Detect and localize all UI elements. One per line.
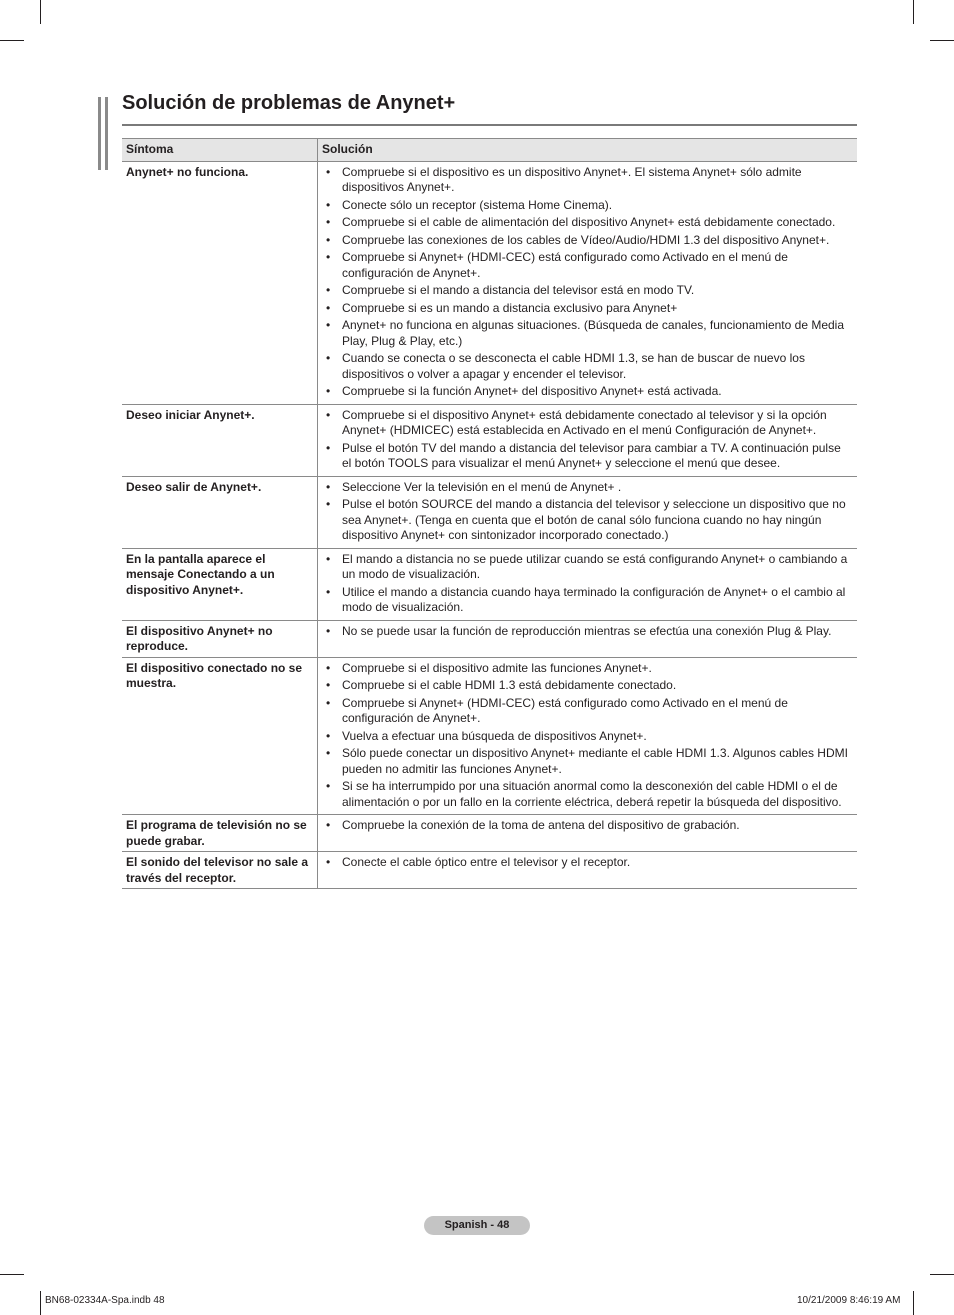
title-divider — [122, 124, 857, 126]
crop-mark — [930, 40, 954, 41]
symptom-cell: El dispositivo Anynet+ no reproduce. — [122, 620, 318, 657]
list-item: • Compruebe si el dispositivo Anynet+ está debidamente conectado al televisor y si la opción Anynet+ (HDMICEC) está establecida en Activado en el menú Configuración de Anynet+. — [326, 408, 853, 439]
title-accent-bar — [98, 97, 108, 170]
symptom-cell: El dispositivo conectado no se muestra. — [122, 657, 318, 815]
footer-file-info: BN68-02334A-Spa.indb 48 — [45, 1295, 165, 1306]
solution-list — [326, 552, 853, 616]
page-number: Spanish - 48 — [424, 1216, 530, 1235]
troubleshooting-table — [122, 138, 857, 889]
symptom-cell: El sonido del televisor no sale a través del receptor. — [122, 852, 318, 889]
symptom-cell: Deseo iniciar Anynet+. — [122, 404, 318, 476]
list-item: • Compruebe si el cable HDMI 1.3 está debidamente conectado. — [326, 678, 853, 694]
table-body — [122, 161, 857, 889]
symptom-cell: Deseo salir de Anynet+. — [122, 476, 318, 548]
solution-list — [326, 818, 853, 834]
solution-cell — [318, 852, 858, 889]
header-symptom: Síntoma — [122, 139, 318, 162]
header-solution: Solución — [318, 139, 858, 162]
list-item: • Compruebe si es un mando a distancia exclusivo para Anynet+ — [326, 301, 853, 317]
symptom-cell: En la pantalla aparece el mensaje Conectando a un dispositivo Anynet+. — [122, 548, 318, 620]
solution-cell — [318, 548, 858, 620]
crop-mark — [40, 0, 41, 24]
list-item: • Pulse el botón SOURCE del mando a distancia del televisor y seleccione un dispositivo que no sea Anynet+. (Tenga en cuenta que el botón de canal sólo funciona cuando no hay ningún dispositivo Anynet+ con sintonizador incorporado conectado.) — [326, 497, 853, 544]
crop-mark — [40, 1291, 41, 1315]
list-item: • Compruebe si la función Anynet+ del dispositivo Anynet+ está activada. — [326, 384, 853, 400]
table-row — [122, 620, 857, 657]
footer-timestamp: 10/21/2009 8:46:19 AM — [797, 1295, 901, 1306]
solution-cell — [318, 620, 858, 657]
crop-mark — [0, 40, 24, 41]
table-row — [122, 161, 857, 404]
solution-list — [326, 624, 853, 640]
list-item: • Conecte sólo un receptor (sistema Home Cinema). — [326, 198, 853, 214]
solution-list — [326, 661, 853, 811]
table-row — [122, 852, 857, 889]
table-header-row — [122, 139, 857, 162]
table-row — [122, 404, 857, 476]
table-row — [122, 657, 857, 815]
solution-list — [326, 480, 853, 544]
solution-cell — [318, 657, 858, 815]
solution-list — [326, 408, 853, 472]
list-item: • Compruebe si el cable de alimentación del dispositivo Anynet+ está debidamente conectado. — [326, 215, 853, 231]
list-item: • Anynet+ no funciona en algunas situaciones. (Búsqueda de canales, funcionamiento de Media Play, Plug & Play, etc.) — [326, 318, 853, 349]
list-item: • Compruebe si Anynet+ (HDMI-CEC) está configurado como Activado en el menú de configuración de Anynet+. — [326, 250, 853, 281]
list-item: • Vuelva a efectuar una búsqueda de dispositivos Anynet+. — [326, 729, 853, 745]
list-item: • Cuando se conecta o se desconecta el cable HDMI 1.3, se han de buscar de nuevo los dispositivos o volver a apagar y encender el televisor. — [326, 351, 853, 382]
list-item: • Compruebe si el mando a distancia del televisor está en modo TV. — [326, 283, 853, 299]
symptom-cell: El programa de televisión no se puede grabar. — [122, 815, 318, 852]
table-row — [122, 548, 857, 620]
list-item: • Compruebe la conexión de la toma de antena del dispositivo de grabación. — [326, 818, 853, 834]
list-item: • Si se ha interrumpido por una situación anormal como la desconexión del cable HDMI o el de alimentación o por un fallo en la corriente eléctrica, deberá repetir la búsqueda del dispositivo. — [326, 779, 853, 810]
list-item: • Seleccione Ver la televisión en el menú de Anynet+ . — [326, 480, 853, 496]
crop-mark — [913, 1291, 914, 1315]
table-row — [122, 815, 857, 852]
crop-mark — [0, 1274, 24, 1275]
solution-cell — [318, 161, 858, 404]
crop-mark — [930, 1274, 954, 1275]
list-item: • El mando a distancia no se puede utilizar cuando se está configurando Anynet+ o cambiando a un modo de visualización. — [326, 552, 853, 583]
list-item: • No se puede usar la función de reproducción mientras se efectúa una conexión Plug & Play. — [326, 624, 853, 640]
crop-mark — [913, 0, 914, 24]
solution-cell — [318, 815, 858, 852]
page-title: Solución de problemas de Anynet+ — [122, 92, 456, 114]
table-row — [122, 476, 857, 548]
list-item: • Pulse el botón TV del mando a distancia del televisor para cambiar a TV. A continuación pulse el botón TOOLS para visualizar el menú Anynet+ y seleccione el menú que desee. — [326, 441, 853, 472]
solution-list — [326, 165, 853, 400]
solution-list — [326, 855, 853, 871]
list-item: • Sólo puede conectar un dispositivo Anynet+ mediante el cable HDMI 1.3. Algunos cables HDMI pueden no admitir las funciones Anynet+. — [326, 746, 853, 777]
list-item: • Compruebe si el dispositivo admite las funciones Anynet+. — [326, 661, 853, 677]
symptom-cell: Anynet+ no funciona. — [122, 161, 318, 404]
list-item: • Compruebe las conexiones de los cables de Vídeo/Audio/HDMI 1.3 del dispositivo Anynet+. — [326, 233, 853, 249]
list-item: • Utilice el mando a distancia cuando haya terminado la configuración de Anynet+ o el cambio al modo de visualización. — [326, 585, 853, 616]
list-item: • Conecte el cable óptico entre el televisor y el receptor. — [326, 855, 853, 871]
list-item: • Compruebe si el dispositivo es un dispositivo Anynet+. El sistema Anynet+ sólo admite dispositivos Anynet+. — [326, 165, 853, 196]
solution-cell — [318, 404, 858, 476]
list-item: • Compruebe si Anynet+ (HDMI-CEC) está configurado como Activado en el menú de configuración de Anynet+. — [326, 696, 853, 727]
solution-cell — [318, 476, 858, 548]
